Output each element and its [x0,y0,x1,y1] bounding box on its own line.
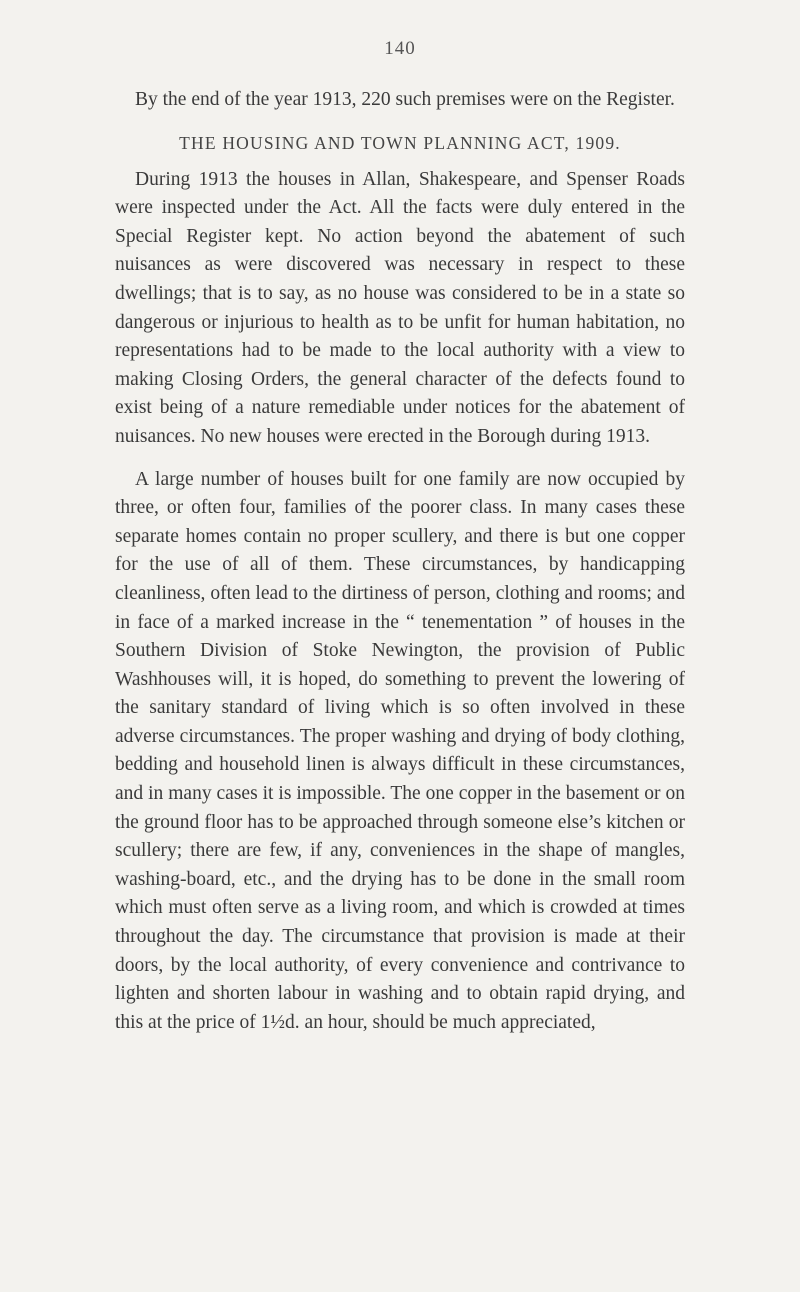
paragraph-housing-inspection: During 1913 the houses in Allan, Shakespeare, and Spenser Roads were inspected under the Act. All the facts were duly entered in the Special Register kept. No action beyond the abatement of such nuisances as were discovered was necessary in respect to these dwellings; that is to say, as no house was considered to be in a state so dangerous or injurious to health as to be unfit for human habitation, no representations had to be made to the local authority with a view to making Closing Orders, the general character of the defects found to exist being of a nature remediable under notices for the abatement of nuisances. No new houses were erected in the Borough during 1913. [115,168,685,447]
paragraph-washhouses: A large number of houses built for one family are now occupied by three, or often four, families of the poorer class. In many cases these separate homes contain no proper scullery, and there is but one copper for the use of all of them. These circumstances, by handicapping cleanliness, often lead to the dirtiness of person, clothing and rooms; and in face of a marked increase in the “ tenementation ” of houses in the Southern Division of Stoke Newington, the provision of Public Washhouses will, it is hoped, do something to prevent the lowering of the sanitary standard of living which is so often involved in these adverse circumstances. The proper washing and drying of body clothing, bedding and household linen is always difficult in these circumstances, and in many cases it is impossible. The one copper in the basement or on the ground floor has to be approached through someone else’s kitchen or scullery; there are few, if any, conveniences in the shape of mangles, washing-board, etc., and the drying has to be done in the small room which must often serve as a living room, and which is crowded at times throughout the day. The circumstance that provision is made at their doors, by the local authority, of every convenience and contrivance to lighten and shorten labour in washing and to obtain rapid drying, and this at the price of 1½d. an hour, should be much appreciated, [115,468,685,1033]
page-number: 140 [384,38,416,59]
intro-paragraph: By the end of the year 1913, 220 such premises were on the Register. [135,89,675,110]
body-text [115,86,685,1037]
paragraph-gap [115,452,685,466]
section-heading: THE HOUSING AND TOWN PLANNING ACT, 1909. [179,132,621,153]
